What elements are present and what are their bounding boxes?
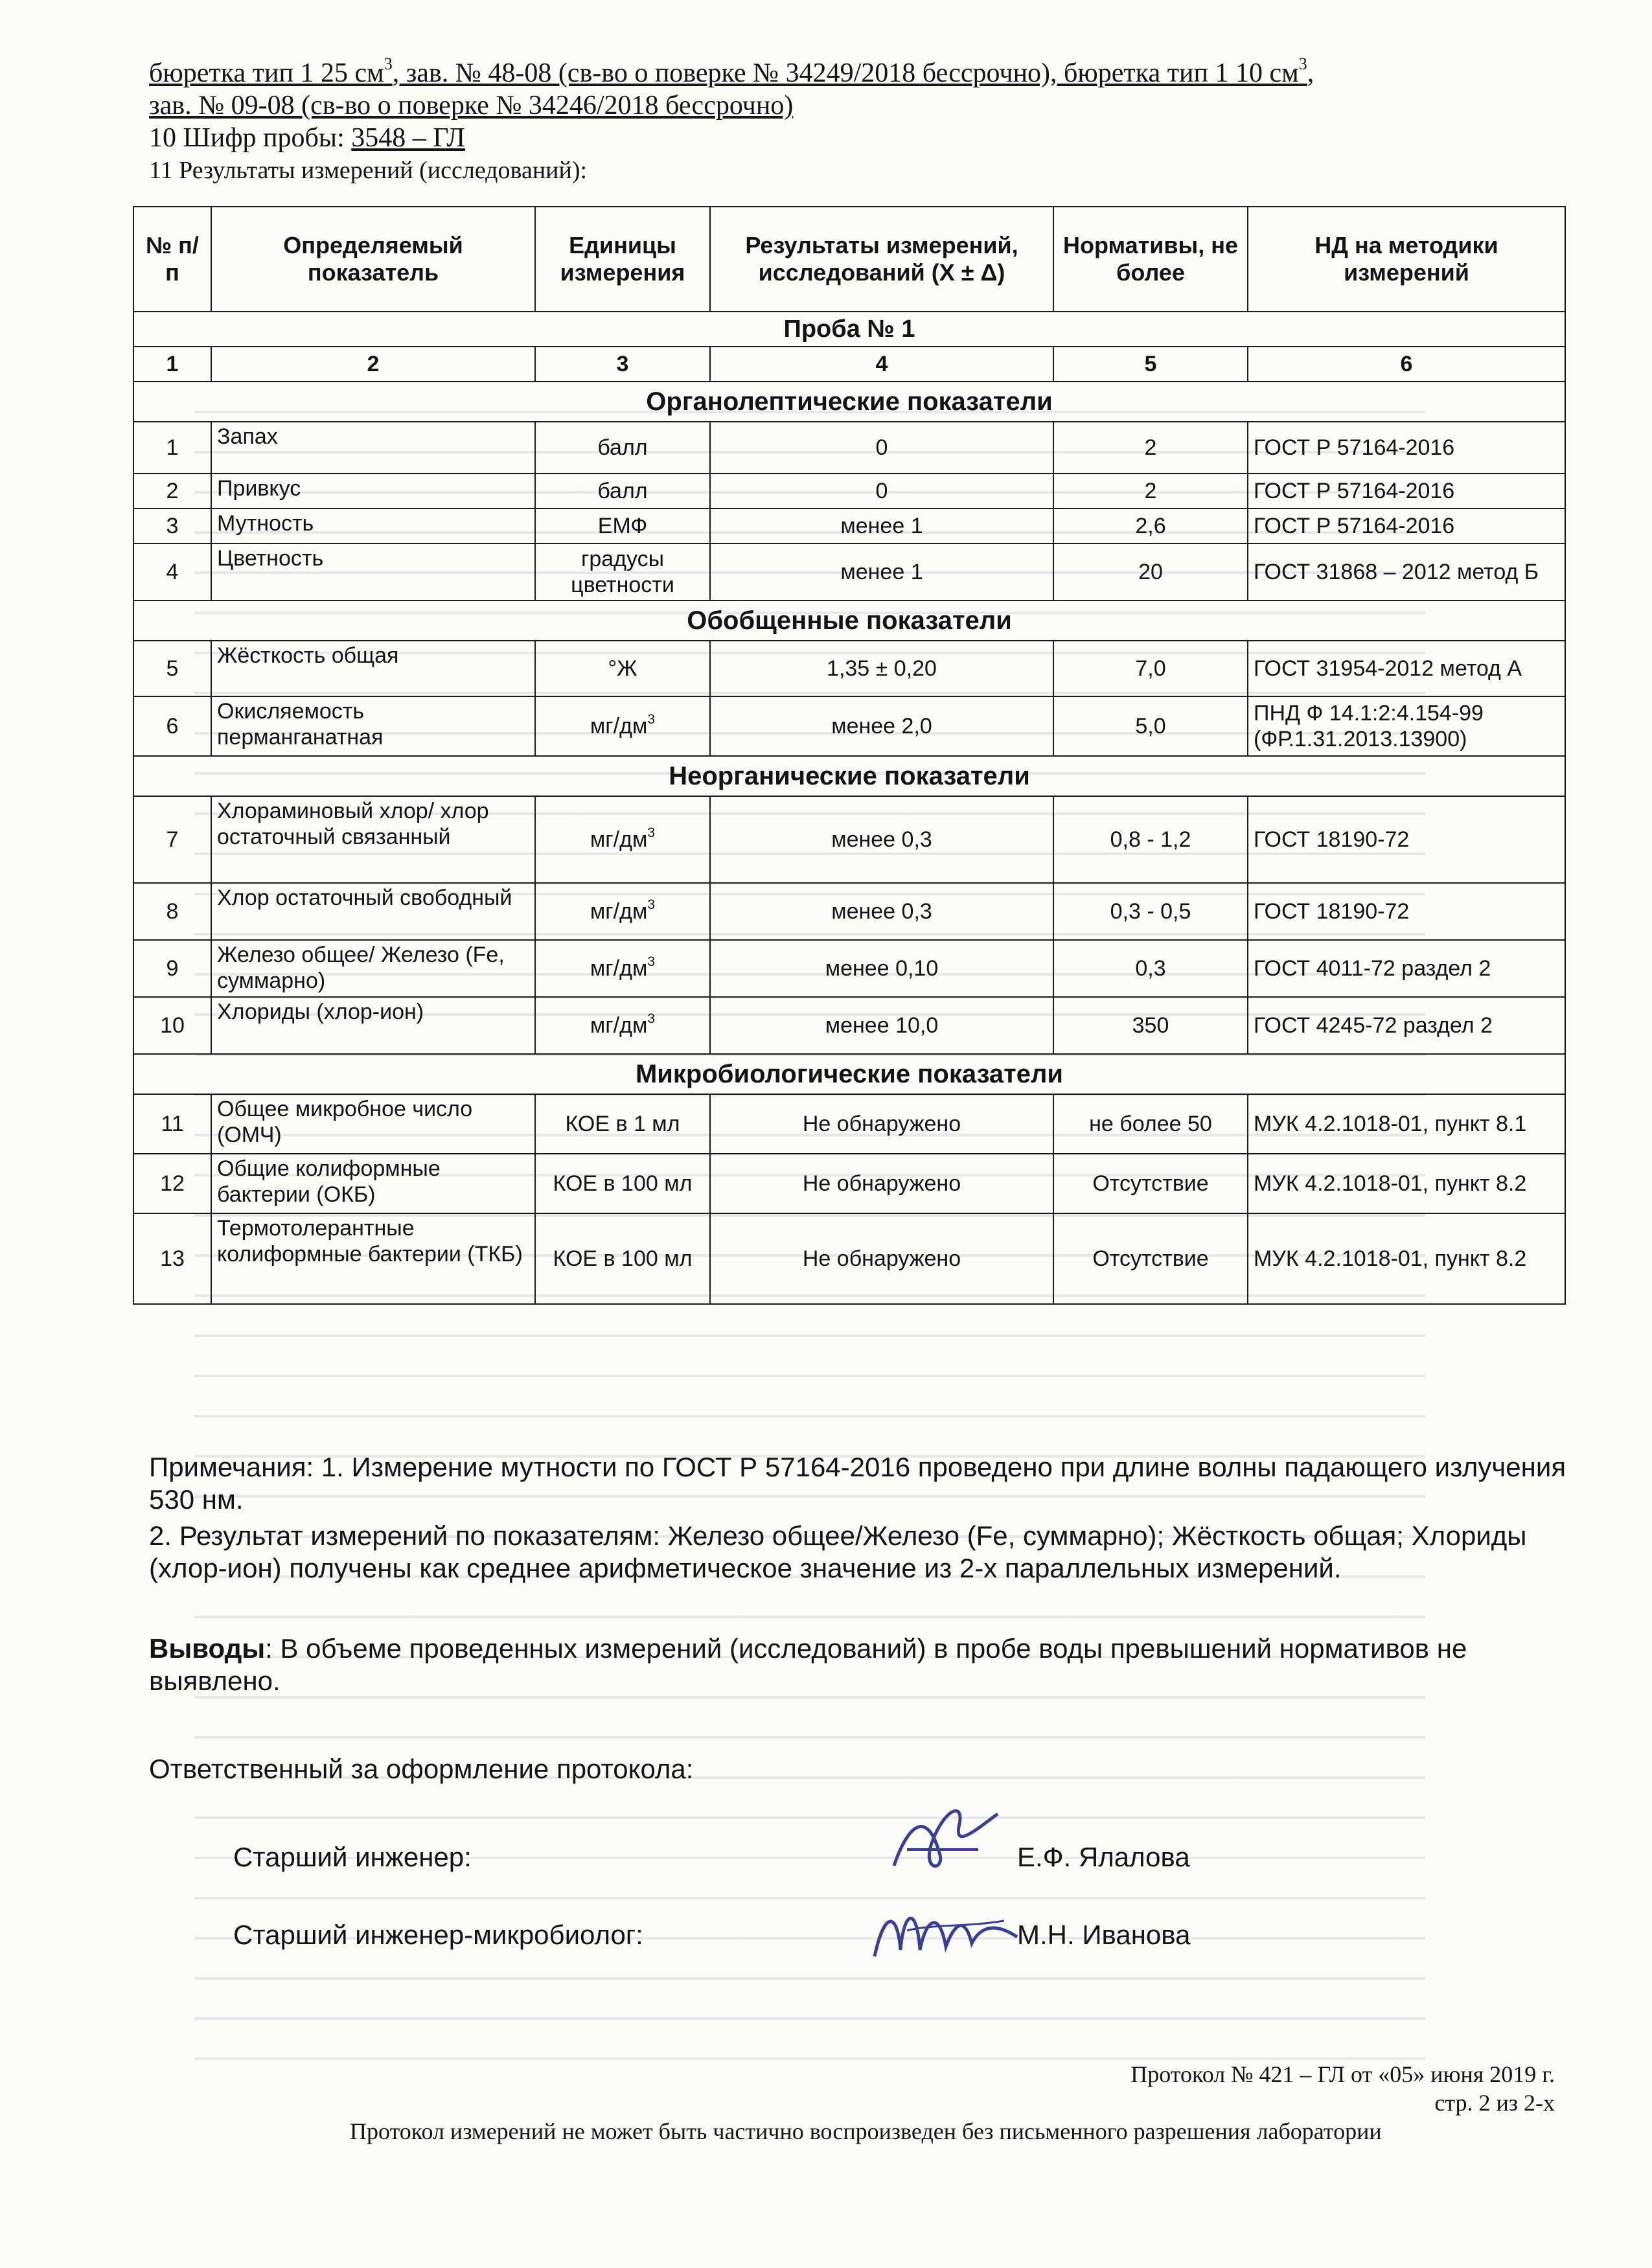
norm-value: 2: [1053, 474, 1248, 509]
unit: [535, 474, 710, 509]
result-value: менее 2,0: [710, 696, 1053, 756]
conclusion: [149, 1632, 1574, 1697]
result-value: менее 0,3: [710, 883, 1053, 940]
indicator-name: Железо общее/ Железо (Fe, суммарно): [211, 940, 535, 997]
method-reference: ПНД Ф 14.1:2:4.154-99 (ФР.1.31.2013.13900): [1248, 696, 1565, 756]
column-number: 3: [535, 347, 710, 382]
signature-ivanova: [868, 1885, 1024, 1969]
result-value: менее 1: [710, 544, 1053, 601]
signer-role-1: Старший инженер:: [233, 1842, 472, 1872]
table-row: [133, 696, 1565, 756]
method-reference: ГОСТ 4245-72 раздел 2: [1248, 997, 1565, 1054]
column-number: 4: [710, 347, 1053, 382]
unit: [535, 641, 710, 696]
indicator-name: Привкус: [211, 474, 535, 509]
indicator-name: Общее микробное число (ОМЧ): [211, 1094, 535, 1154]
norm-value: 20: [1053, 544, 1248, 601]
header-cell: Определяемый показатель: [211, 207, 535, 312]
table-row: [133, 474, 1565, 509]
method-reference: ГОСТ 31954-2012 метод А: [1248, 641, 1565, 696]
table-row: [133, 422, 1565, 474]
column-number: 1: [133, 347, 211, 382]
result-value: 0: [710, 422, 1053, 474]
indicator-name: Хлориды (хлор-ион): [211, 997, 535, 1054]
responsible-title: Ответственный за оформление протокола:: [149, 1754, 694, 1784]
unit-text: °Ж: [608, 656, 637, 681]
method-reference: ГОСТ 31868 – 2012 метод Б: [1248, 544, 1565, 601]
unit: [535, 544, 710, 601]
table-row: [133, 997, 1565, 1054]
column-number: 5: [1053, 347, 1248, 382]
indicator-name: Общие колиформные бактерии (ОКБ): [211, 1154, 535, 1213]
table-row: [133, 796, 1565, 883]
protocol-footer: [1130, 2060, 1555, 2117]
sample-code-line: 10 Шифр пробы: 3548 – ГЛ: [149, 123, 465, 153]
result-value: менее 1: [710, 509, 1053, 544]
protocol-number: Протокол № 421 – ГЛ от «05» июня 2019 г.: [1130, 2061, 1555, 2087]
signature-yalalova: [881, 1788, 1011, 1885]
unit-superscript: 3: [647, 954, 656, 969]
header-cell: Единицы измерения: [535, 207, 710, 312]
result-value: 1,35 ± 0,20: [710, 641, 1053, 696]
norm-value: 0,3 - 0,5: [1053, 883, 1248, 940]
signer-name-1: Е.Ф. Ялалова: [1017, 1842, 1190, 1872]
norm-value: Отсутствие: [1053, 1213, 1248, 1304]
disclaimer: Протокол измерений не может быть частично воспроизведен без письменного разрешения лаборатории: [350, 2118, 1382, 2144]
unit: [535, 796, 710, 883]
unit-text: ЕМФ: [597, 514, 648, 538]
table-row: [133, 544, 1565, 601]
results-heading: 11 Результаты измерений (исследований):: [149, 157, 588, 184]
unit-text: КОЕ в 100 мл: [553, 1171, 693, 1196]
column-number: 2: [211, 347, 535, 382]
column-number: 6: [1248, 347, 1565, 382]
result-value: Не обнаружено: [710, 1154, 1053, 1213]
norm-value: 7,0: [1053, 641, 1248, 696]
header-cell: Результаты измерений, исследований (Х ± Δ): [710, 207, 1053, 312]
unit-text: мг/дм: [590, 956, 648, 981]
method-reference: МУК 4.2.1018-01, пункт 8.2: [1248, 1213, 1565, 1304]
unit: [535, 1094, 710, 1154]
norm-value: Отсутствие: [1053, 1154, 1248, 1213]
unit-superscript: 3: [647, 825, 656, 840]
unit-text: градусы цветности: [571, 547, 674, 597]
unit: [535, 696, 710, 756]
equipment-line-2: зав. № 09-08 (св-во о поверке № 34246/2018 бессрочно): [149, 91, 794, 120]
section-title: Обобщенные показатели: [133, 601, 1565, 641]
result-value: менее 0,10: [710, 940, 1053, 997]
unit: [535, 883, 710, 940]
norm-value: 0,8 - 1,2: [1053, 796, 1248, 883]
unit-text: балл: [597, 479, 648, 503]
method-reference: ГОСТ 4011-72 раздел 2: [1248, 940, 1565, 997]
result-value: 0: [710, 474, 1053, 509]
method-reference: ГОСТ Р 57164-2016: [1248, 422, 1565, 474]
table-header-row: [133, 207, 1565, 312]
section-row: [133, 382, 1565, 422]
unit-superscript: 3: [647, 711, 656, 727]
section-row: [133, 601, 1565, 641]
equipment-line-1: бюретка тип 1 25 $см^3$, зав. № 48-08 (св-во о поверке № 34249/2018 бессрочно), бюретка тип 1 10 $см^3$,: [149, 54, 1314, 88]
unit: [535, 422, 710, 474]
row-number: 4: [133, 544, 211, 601]
section-row: [133, 1054, 1565, 1094]
indicator-name: Хлор остаточный свободный: [211, 883, 535, 940]
section-title: Неорганические показатели: [133, 756, 1565, 796]
result-value: Не обнаружено: [710, 1094, 1053, 1154]
row-number: 8: [133, 883, 211, 940]
result-value: менее 10,0: [710, 997, 1053, 1054]
method-reference: МУК 4.2.1018-01, пункт 8.2: [1248, 1154, 1565, 1213]
unit: [535, 1154, 710, 1213]
row-number: 7: [133, 796, 211, 883]
norm-value: 5,0: [1053, 696, 1248, 756]
table-row: [133, 641, 1565, 696]
unit: [535, 940, 710, 997]
result-value: менее 0,3: [710, 796, 1053, 883]
signer-name-2: М.Н. Иванова: [1017, 1919, 1191, 1950]
unit-text: КОЕ в 1 мл: [565, 1112, 680, 1136]
unit-superscript: 3: [647, 1011, 656, 1026]
conclusion-text: : В объеме проведенных измерений (исследований) в пробе воды превышений нормативов не выявлено.: [149, 1633, 1467, 1696]
table-row: [133, 509, 1565, 544]
indicator-name: Хлораминовый хлор/ хлор остаточный связанный: [211, 796, 535, 883]
note-2: 2. Результат измерений по показателям: Железо общее/Железо (Fe, суммарно); Жёсткость общая; Хлориды (хлор-ион) получены как среднее арифметическое значение из 2-х параллельных измерений.: [149, 1520, 1527, 1583]
norm-value: не более 50: [1053, 1094, 1248, 1154]
unit: [535, 997, 710, 1054]
unit: [535, 1213, 710, 1304]
indicator-name: Цветность: [211, 544, 535, 601]
sample-title-row: [133, 312, 1565, 347]
method-reference: ГОСТ Р 57164-2016: [1248, 474, 1565, 509]
indicator-name: Термотолерантные колиформные бактерии (ТКБ): [211, 1213, 535, 1304]
indicator-name: Запах: [211, 422, 535, 474]
row-number: 10: [133, 997, 211, 1054]
unit-text: мг/дм: [590, 1013, 648, 1038]
row-number: 11: [133, 1094, 211, 1154]
section-row: [133, 756, 1565, 796]
indicator-name: Окисляемость перманганатная: [211, 696, 535, 756]
method-reference: ГОСТ Р 57164-2016: [1248, 509, 1565, 544]
unit-text: КОЕ в 100 мл: [553, 1246, 693, 1271]
norm-value: 0,3: [1053, 940, 1248, 997]
method-reference: ГОСТ 18190-72: [1248, 883, 1565, 940]
top-equipment-text: [149, 54, 1587, 187]
row-number: 1: [133, 422, 211, 474]
result-value: Не обнаружено: [710, 1213, 1053, 1304]
header-cell: Нормативы, не более: [1053, 207, 1248, 312]
section-title: Органолептические показатели: [133, 382, 1565, 422]
header-cell: № п/п: [133, 207, 211, 312]
column-number-row: [133, 347, 1565, 382]
signer-role-2: Старший инженер-микробиолог:: [233, 1919, 643, 1950]
norm-value: 350: [1053, 997, 1248, 1054]
table-row: [133, 1094, 1565, 1154]
norm-value: 2: [1053, 422, 1248, 474]
method-reference: МУК 4.2.1018-01, пункт 8.1: [1248, 1094, 1565, 1154]
results-table: [133, 206, 1566, 1305]
note-1: Примечания: 1. Измерение мутности по ГОСТ Р 57164-2016 проведено при длине волны падающего излучения 530 нм.: [149, 1452, 1566, 1515]
row-number: 5: [133, 641, 211, 696]
header-cell: НД на методики измерений: [1248, 207, 1565, 312]
unit-text: мг/дм: [590, 827, 648, 852]
indicator-name: Мутность: [211, 509, 535, 544]
indicator-name: Жёсткость общая: [211, 641, 535, 696]
unit-text: балл: [597, 435, 648, 460]
notes: [149, 1451, 1574, 1585]
section-title: Микробиологические показатели: [133, 1054, 1565, 1094]
unit-text: мг/дм: [590, 714, 648, 739]
table-row: [133, 1213, 1565, 1304]
row-number: 13: [133, 1213, 211, 1304]
unit-text: мг/дм: [590, 899, 648, 924]
unit: [535, 509, 710, 544]
conclusion-label: Выводы: [149, 1633, 266, 1664]
unit-superscript: 3: [647, 897, 656, 912]
table-row: [133, 940, 1565, 997]
row-number: 6: [133, 696, 211, 756]
table-row: [133, 883, 1565, 940]
page-number: стр. 2 из 2-х: [1434, 2090, 1555, 2116]
norm-value: 2,6: [1053, 509, 1248, 544]
table-row: [133, 1154, 1565, 1213]
row-number: 9: [133, 940, 211, 997]
sample-title: Проба № 1: [133, 312, 1565, 347]
row-number: 3: [133, 509, 211, 544]
row-number: 2: [133, 474, 211, 509]
method-reference: ГОСТ 18190-72: [1248, 796, 1565, 883]
row-number: 12: [133, 1154, 211, 1213]
